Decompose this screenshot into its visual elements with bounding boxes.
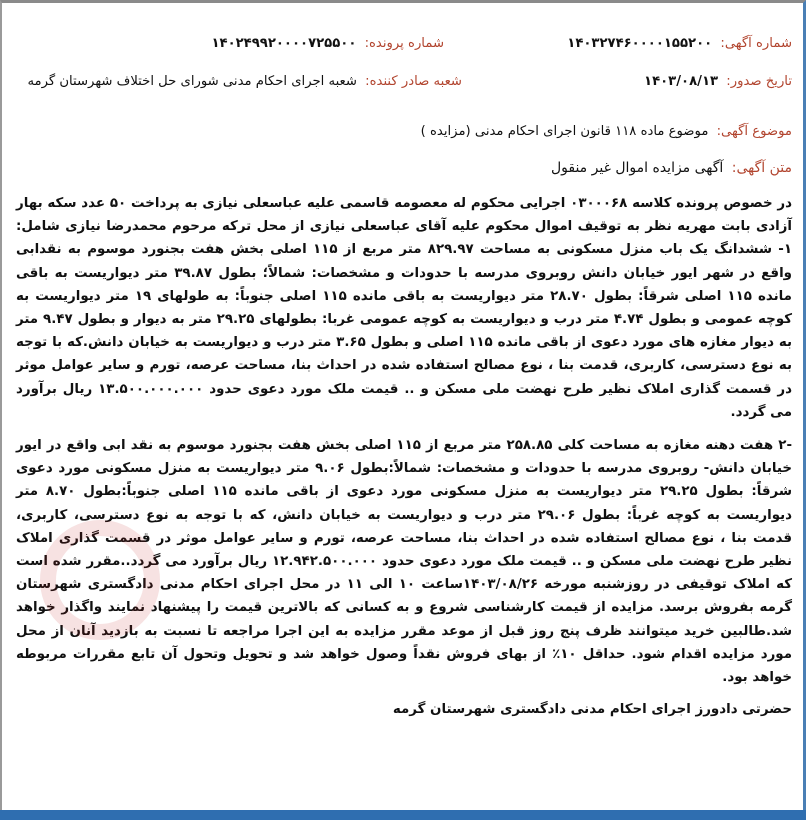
notice-number: ۱۴۰۳۲۷۴۶۰۰۰۰۱۵۵۲۰۰ [567, 36, 713, 51]
bottom-accent-bar [0, 810, 806, 820]
case-number-label: شماره پرونده: [364, 36, 444, 51]
body-paragraph-2: -۲ هفت دهنه مغازه به مساحت کلی ۲۵۸.۸۵ متر مربع از ۱۱۵ اصلی بخش هفت بجنورد موسوم به نقد ابی واقع در ایور خیابان دانش- روبروی مدرسه با حدودات و مشخصات: شمالاً:بطول ۹.۰۶ متر دیواریست به منزل مسکونی مورد دعوی شرقاً: بطول ۲۹.۲۵ متر دیواریست به منزل مسکونی مورد دعوی از باقی مانده ۱۱۵ اصلی جنوباً:بطول ۸.۷۰ متر دیواریست به کوچه غرباً: بطول ۲۹.۰۶ متر درب و دیواریست به خیابان دانش، که با توجه به نوع دسترسی، کاربری، قدمت بنا ، نوع مصالح استفاده شده در احداث بنا، مساحت عرصه، تورم و سایر عوامل موثر در قسمت گذاری املاک نظیر طرح نهضت ملی مسکن و .. قیمت ملک مورد دعوی حدود ۱۲.۹۴۲.۵۰۰.۰۰۰ ریال برآورد می گردد..مقرر شده است که املاک توقیفی در روزشنبه مورخه ۱۴۰۳/۰۸/۲۶ساعت ۱۰ الی ۱۱ در محل اجرای احکام مدنی دادگستری شهرستان گرمه بفروش برسد. مزایده از قیمت کارشناسی شروع و به کسانی که بالاترین قیمت را پیشنهاد نمایند واگذار خواهد شد.طالبین خرید میتوانند ظرف پنج روز قبل از موعد مقرر مزایده به این اجرا مراجعه تا نسبت به بازدید آنان از محل مورد مزایده اقدام شود. حداقل ۱۰٪ از بهای فروش نقداً وصول خواهد شد و تحویل وتحول آن تابع مقررات مربوطه خواهد بود. [16, 438, 793, 686]
case-number: ۱۴۰۲۴۹۹۲۰۰۰۰۷۲۵۵۰۰ [211, 36, 357, 51]
subject-label: موضوع آگهی: [716, 124, 792, 139]
issue-date: ۱۴۰۳/۰۸/۱۳ [644, 74, 719, 89]
notice-number-label: شماره آگهی: [720, 36, 792, 51]
issuer: شعبه اجرای احکام مدنی شورای حل اختلاف شهرستان گرمه [27, 74, 357, 89]
header-row-1 [14, 32, 792, 56]
text-header-label: متن آگهی: [731, 160, 792, 176]
issuer-label: شعبه صادر کننده: [365, 74, 462, 89]
text-header-row [14, 156, 792, 180]
body-paragraph-1: در خصوص پرونده کلاسه ۰۳۰۰۰۶۸ اجرایی محکوم له معصومه قاسمی علیه عباسعلی نیازی به پرداخت ۵۰ عدد سکه بهار آزادی بابت مهریه نظر به توقیف اموال محکوم علیه آقای عباسعلی نیازی از محل ترکه مرحوم محمدرضا نیازی شامل: ۱- ششدانگ یک باب منزل مسکونی به مساحت ۸۲۹.۹۷ متر مربع از ۱۱۵ اصلی بخش هفت بجنورد موسوم به نقدابی واقع در شهر ایور خیابان دانش روبروی مدرسه با حدودات و مشخصات: شمالاً؛ بطول ۳۹.۸۷ متر دیواریست به باقی مانده ۱۱۵ اصلی شرقاً: بطول ۲۸.۷۰ متر دیواریست به باقی مانده ۱۱۵ اصلی جنوباً: به طولهای ۱۹ متر دیواریست به کوچه عمومی و بطول ۴.۷۴ متر درب و دیواریست به کوچه عمومی غربا: بطولهای ۲۹.۲۵ متر به دیوار و بطول ۹.۴۷ متر به دیوار مغازه های مورد دعوی از باقی مانده ۱۱۵ اصلی و بطول ۳.۶۵ متر درب و دیواریست به خیابان دانش.که با توجه به نوع دسترسی، کاربری، قدمت بنا ، نوع مصالح استفاده شده در احداث بنا، مساحت عرصه، تورم و سایر عوامل موثر در قسمت گذاری املاک نظیر طرح نهضت ملی مسکن و .. قیمت ملک مورد دعوی حدود ۱۳.۵۰۰.۰۰۰.۰۰۰ ریال برآورد می گردد. [16, 196, 793, 420]
text-header-value: آگهی مزایده اموال غیر منقول [550, 160, 724, 176]
subject-row [14, 120, 792, 144]
header-row-2 [14, 70, 792, 94]
signature-line: حضرتی دادورز اجرای احکام مدنی دادگستری شهرستان گرمه [392, 702, 792, 717]
subject-value: موضوع ماده ۱۱۸ قانون اجرای احکام مدنی (مزایده ) [420, 124, 709, 139]
issue-date-label: تاریخ صدور: [726, 74, 792, 89]
